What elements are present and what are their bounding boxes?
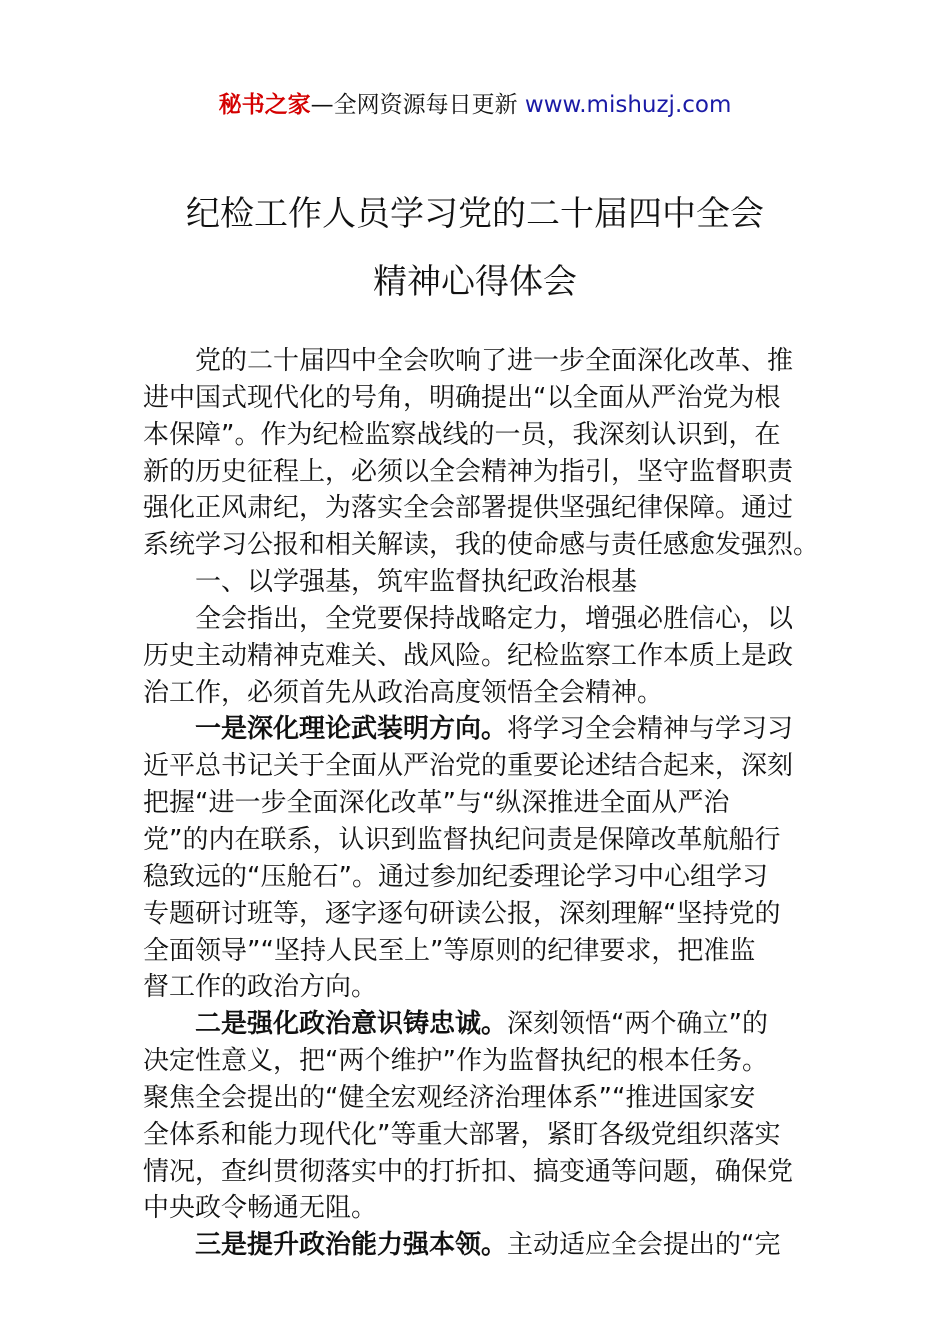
body-line bbox=[143, 933, 807, 970]
body-line bbox=[143, 859, 807, 896]
line-lead: 二是强化政治意识铸忠诚。 bbox=[195, 1009, 508, 1040]
title-line-1: 纪检工作人员学习党的二十届四中全会 bbox=[186, 194, 764, 234]
body-line bbox=[143, 454, 807, 491]
line-text: 党的二十届四中全会吹响了进一步全面深化改革、推 bbox=[195, 346, 794, 376]
line-text: 治工作，必须首先从政治高度领悟全会精神。 bbox=[143, 677, 664, 708]
line-text: 专题研讨班等，逐字逐句研读公报，深刻理解“坚持党的 bbox=[143, 898, 781, 929]
line-text: 决定性意义，把“两个维护”作为监督执纪的根本任务。 bbox=[143, 1046, 768, 1077]
body-line bbox=[143, 417, 807, 454]
body-line bbox=[143, 785, 807, 822]
line-text: 中央政令畅通无阻。 bbox=[143, 1193, 378, 1224]
body-line bbox=[143, 896, 807, 933]
body-line bbox=[143, 527, 820, 564]
body-line bbox=[143, 969, 807, 1006]
line-text: 全会指出，全党要保持战略定力，增强必胜信心，以 bbox=[195, 603, 794, 634]
line-text: 稳致远的“压舱石”。通过参加纪委理论学习中心组学习 bbox=[143, 861, 768, 892]
document-body bbox=[143, 343, 820, 1264]
body-line bbox=[143, 822, 807, 859]
body-line bbox=[143, 638, 807, 675]
body-line bbox=[143, 380, 807, 417]
body-line bbox=[143, 490, 807, 527]
body-line bbox=[143, 748, 807, 785]
body-line bbox=[143, 1080, 807, 1117]
line-text: 把握“进一步全面深化改革”与“纵深推进全面从严治 bbox=[143, 788, 730, 819]
body-line bbox=[143, 1154, 807, 1191]
body-line bbox=[143, 1006, 807, 1043]
body-line bbox=[143, 1190, 807, 1227]
site-brand: 秘书之家 bbox=[218, 92, 311, 118]
line-text: 历史主动精神克难关、战风险。纪检监察工作本质上是政 bbox=[143, 640, 794, 671]
site-url-link[interactable]: www.mishuzj.com bbox=[524, 92, 732, 118]
line-text: 全面领导”“坚持人民至上”等原则的纪律要求，把准监 bbox=[143, 935, 756, 966]
line-text: 情况，查纠贯彻落实中的打折扣、搞变通等问题，确保党 bbox=[143, 1156, 794, 1187]
line-text: 主动适应全会提出的“完 bbox=[507, 1230, 781, 1261]
line-text: 进中国式现代化的号角，明确提出“以全面从严治党为根 bbox=[143, 382, 781, 413]
body-line bbox=[143, 601, 807, 638]
line-lead: 一是深化理论武装明方向。 bbox=[195, 714, 508, 745]
document-title bbox=[0, 184, 950, 312]
line-text: 将学习全会精神与学习习 bbox=[507, 714, 794, 745]
line-text: 一、以学强基，筑牢监督执纪政治根基 bbox=[195, 567, 638, 598]
line-text: 系统学习公报和相关解读，我的使命感与责任感愈发强烈。 bbox=[143, 530, 820, 561]
line-text: 聚焦全会提出的“健全宏观经济治理体系”“推进国家安 bbox=[143, 1082, 756, 1113]
line-text: 新的历史征程上，必须以全会精神为指引，坚守监督职责 bbox=[143, 456, 794, 487]
line-text: 近平总书记关于全面从严治党的重要论述结合起来，深刻 bbox=[143, 751, 794, 782]
body-line bbox=[143, 1227, 807, 1264]
section-heading bbox=[143, 564, 807, 601]
body-line bbox=[143, 1117, 807, 1154]
line-text: 党”的内在联系，认识到监督执纪问责是保障改革航船行 bbox=[143, 824, 781, 855]
line-text: 本保障”。作为纪检监察战线的一员，我深刻认识到，在 bbox=[143, 419, 781, 450]
site-tagline: —全网资源每日更新 bbox=[310, 92, 525, 118]
line-text: 督工作的政治方向。 bbox=[143, 972, 378, 1003]
line-text: 深刻领悟“两个确立”的 bbox=[507, 1009, 768, 1040]
body-line bbox=[143, 343, 807, 380]
body-line bbox=[143, 675, 807, 712]
line-lead: 三是提升政治能力强本领。 bbox=[195, 1230, 508, 1261]
title-line-2: 精神心得体会 bbox=[373, 262, 577, 302]
body-line bbox=[143, 1043, 807, 1080]
site-header bbox=[0, 88, 950, 122]
body-line bbox=[143, 711, 807, 748]
line-text: 强化正风肃纪，为落实全会部署提供坚强纪律保障。通过 bbox=[143, 493, 794, 524]
line-text: 全体系和能力现代化”等重大部署，紧盯各级党组织落实 bbox=[143, 1119, 781, 1150]
